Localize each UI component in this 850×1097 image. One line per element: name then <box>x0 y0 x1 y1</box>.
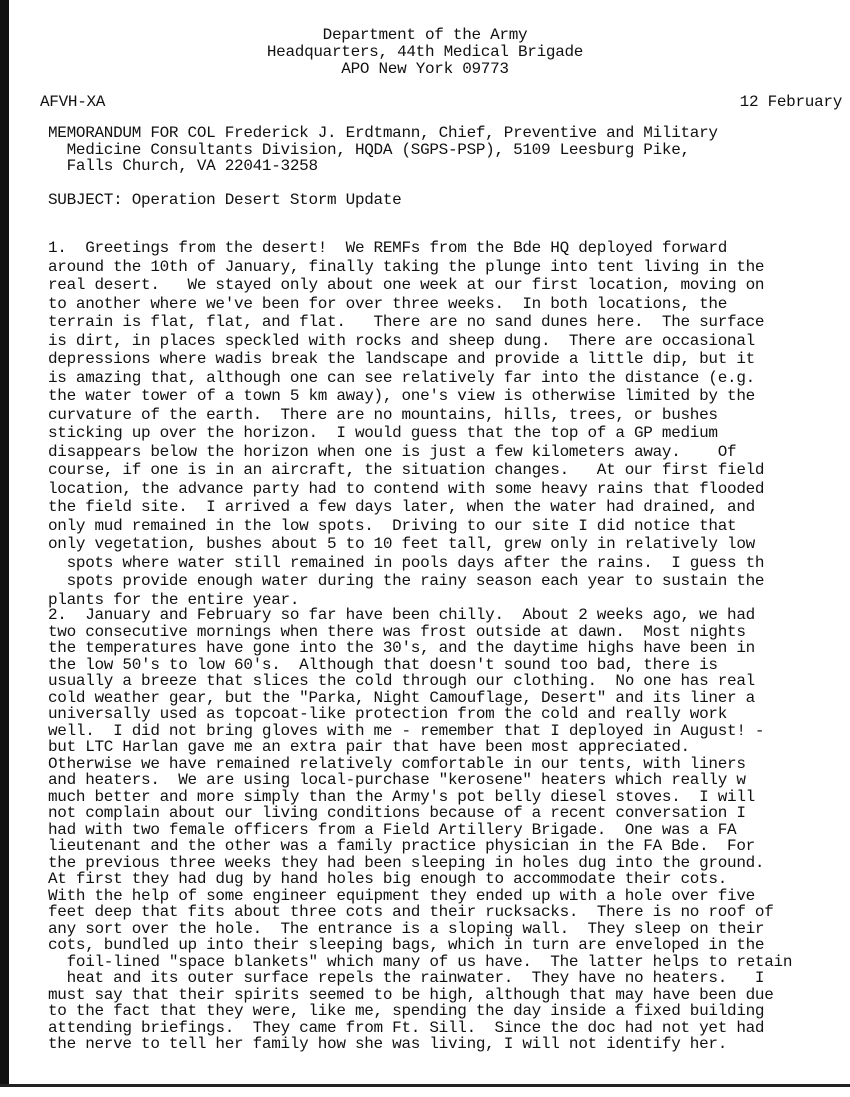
text-line: disappears below the horizon when one is just a few kilometers away. Of <box>48 442 737 461</box>
text-line: any sort over the hole. The entrance is a sloping wall. They sleep on their <box>48 919 765 938</box>
text-line: foil-lined "space blankets" which many of us have. The latter helps to retain <box>48 952 793 971</box>
text-line: attending briefings. They came from Ft. Sill. Since the doc had not yet had <box>48 1018 765 1037</box>
text-line: usually a breeze that slices the cold through our clothing. No one has real <box>48 672 755 690</box>
text-line: depressions where wadis break the landscape and provide a little dip, but it <box>48 350 755 368</box>
text-line: well. I did not bring gloves with me - remember that I deployed in August! - <box>48 721 765 740</box>
text-line: not complain about our living conditions because of a recent conversation I <box>48 804 746 822</box>
text-line: the nerve to tell her family how she was living, I will not identify her. <box>48 1035 728 1053</box>
text-line: spots where water still remained in pools days after the rains. I guess th <box>48 553 765 572</box>
text-line: course, if one is in an aircraft, the situation changes. At our first field <box>48 461 765 479</box>
text-line: the water tower of a town 5 km away), one's view is otherwise limited by the <box>48 387 755 405</box>
text-line: had with two female officers from a Field Artillery Brigade. One was a FA <box>48 820 737 839</box>
bottom-rule <box>0 1084 850 1087</box>
letterhead-headquarters: Headquarters, 44th Medical Brigade <box>266 43 584 61</box>
text-line: the temperatures have gone into the 30's, and the daytime highs have been in <box>48 639 755 657</box>
text-line: the field site. I arrived a few days later, when the water had drained, and <box>48 498 755 516</box>
text-line: heat and its outer surface repels the rainwater. They have no heaters. I <box>48 969 765 987</box>
text-line: plants for the entire year. <box>48 590 300 609</box>
text-line: Falls Church, VA 22041-3258 <box>48 157 318 175</box>
text-line: and heaters. We are using local-purchase "kerosene" heaters which really w <box>48 771 746 789</box>
text-line: Otherwise we have remained relatively comfortable in our tents, with liners <box>48 754 746 773</box>
text-line: terrain is flat, flat, and flat. There are no sand dunes here. The surface <box>48 313 765 331</box>
text-line: but LTC Harlan gave me an extra pair that have been most appreciated. <box>48 738 690 756</box>
text-line: universally used as topcoat-like protection from the cold and really work <box>48 705 728 723</box>
text-line: lieutenant and the other was a family practice physician in the FA Bde. For <box>48 837 755 855</box>
text-line: 1. Greetings from the desert! We REMFs from the Bde HQ deployed forward <box>48 239 728 257</box>
text-line: to another where we've been for over three weeks. In both locations, the <box>48 294 728 313</box>
text-line: curvature of the earth. There are no mountains, hills, trees, or bushes <box>48 405 718 424</box>
office-symbol: AFVH-XA <box>40 93 106 111</box>
text-line: Medicine Consultants Division, HQDA (SGPS-PSP), 5109 Leesburg Pike, <box>48 140 690 159</box>
text-line: is dirt, in places speckled with rocks and sheep dung. There are occasional <box>48 331 755 350</box>
subject-line: SUBJECT: Operation Desert Storm Update <box>48 191 402 209</box>
text-line: cots, bundled up into their sleeping bags, which in turn are enveloped in the <box>48 936 765 954</box>
text-line: two consecutive mornings when there was frost outside at dawn. Most nights <box>48 622 746 641</box>
text-line: location, the advance party had to contend with some heavy rains that flooded <box>48 479 765 498</box>
text-line: only mud remained in the low spots. Driving to our site I did notice that <box>48 516 737 535</box>
scan-edge-bar <box>0 0 9 1087</box>
text-line: much better and more simply than the Army's pot belly diesel stoves. I will <box>48 787 755 806</box>
text-line: must say that their spirits seemed to be high, although that may have been due <box>48 985 774 1004</box>
text-line: 2. January and February so far have been chilly. About 2 weeks ago, we had <box>48 606 755 624</box>
text-line: around the 10th of January, finally taking the plunge into tent living in the <box>48 257 765 276</box>
text-line: is amazing that, although one can see relatively far into the distance (e.g. <box>48 368 755 387</box>
text-line: to the fact that they were, like me, spending the day inside a fixed building <box>48 1002 765 1020</box>
text-line: cold weather gear, but the "Parka, Night Camouflage, Desert" and its liner a <box>48 688 755 707</box>
text-line: the previous three weeks they had been sleeping in holes dug into the ground. <box>48 853 765 872</box>
text-line: real desert. We stayed only about one week at our first location, moving on <box>48 276 765 294</box>
text-line: MEMORANDUM FOR COL Frederick J. Erdtmann, Chief, Preventive and Military <box>48 124 718 142</box>
text-line: only vegetation, bushes about 5 to 10 feet tall, grew only in relatively low <box>48 535 755 553</box>
letterhead-department: Department of the Army <box>322 26 528 44</box>
text-line: feet deep that fits about three cots and their rucksacks. There is no roof of <box>48 903 774 921</box>
text-line: With the help of some engineer equipment they ended up with a hole over five <box>48 886 755 905</box>
memo-date: 12 February <box>739 93 842 111</box>
text-line: the low 50's to low 60's. Although that doesn't sound too bad, there is <box>48 655 718 674</box>
letterhead-address: APO New York 09773 <box>341 60 509 78</box>
text-line: At first they had dug by hand holes big enough to accommodate their cots. <box>48 870 728 888</box>
text-line: spots provide enough water during the rainy season each year to sustain the <box>48 572 765 590</box>
text-line: sticking up over the horizon. I would guess that the top of a GP medium <box>48 424 718 442</box>
